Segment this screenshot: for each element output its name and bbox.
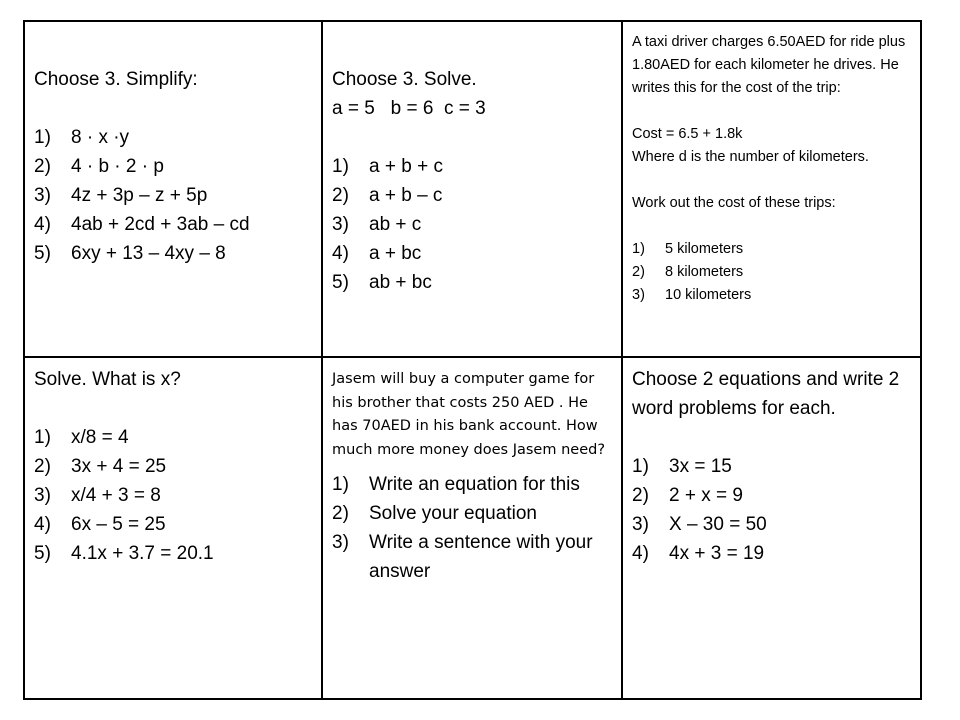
list-item: 3) Write a sentence with your answer xyxy=(332,532,593,582)
taxi-list xyxy=(632,238,910,307)
jasem-cell xyxy=(322,357,622,699)
solve-x-cell xyxy=(24,357,322,699)
list-item: 1) a + b + c xyxy=(332,156,443,177)
list-item: 2) 3x + 4 = 25 xyxy=(34,456,167,477)
list-item: 2) 2 + x = 9 xyxy=(632,485,743,506)
simplify-list xyxy=(34,123,315,268)
taxi-formula: Cost = 6.5 + 1.8k xyxy=(632,126,743,142)
list-item: 1) 5 kilometers xyxy=(632,241,744,257)
list-item: 3) ab + c xyxy=(332,214,422,235)
jasem-task-list xyxy=(332,470,609,586)
solve-list xyxy=(332,152,615,297)
taxi-where: Where d is the number of kilometers. xyxy=(632,149,869,165)
simplify-heading: Choose 3. Simplify: xyxy=(34,69,198,90)
word-problems-list xyxy=(632,452,906,568)
solve-x-heading: Solve. What is x? xyxy=(34,369,181,390)
list-item: 3) x/4 + 3 = 8 xyxy=(34,485,161,506)
list-item: 5) 4.1x + 3.7 = 20.1 xyxy=(34,543,214,564)
list-item: 1) 8 · x ·y xyxy=(34,127,130,148)
taxi-intro: A taxi driver charges 6.50AED for ride plus 1.80AED for each kilometer he drives. He writes this for the cost of the trip: xyxy=(632,34,906,96)
list-item: 1) Write an equation for this xyxy=(332,474,580,495)
solve-substitution-cell xyxy=(322,21,622,357)
variable-values: a = 5 b = 6 c = 3 xyxy=(332,98,486,119)
word-problems-heading: Choose 2 equations and write 2 word problems for each. xyxy=(632,369,900,419)
taxi-cell xyxy=(622,21,921,357)
worksheet-grid xyxy=(23,20,922,700)
solve-heading: Choose 3. Solve. xyxy=(332,69,477,90)
list-item: 2) 8 kilometers xyxy=(632,264,744,280)
list-item: 4) 6x – 5 = 25 xyxy=(34,514,166,535)
solve-x-list xyxy=(34,423,315,568)
list-item: 1) 3x = 15 xyxy=(632,456,732,477)
jasem-story: Jasem will buy a computer game for his brother that costs 250 AED . He has 70AED in his bank account. How much more money does Jasem need? xyxy=(332,371,606,458)
list-item: 5) ab + bc xyxy=(332,272,432,293)
word-problems-cell xyxy=(622,357,921,699)
list-item: 4) 4ab + 2cd + 3ab – cd xyxy=(34,214,250,235)
list-item: 5) 6xy + 13 – 4xy – 8 xyxy=(34,243,226,264)
simplify-cell xyxy=(24,21,322,357)
list-item: 1) x/8 = 4 xyxy=(34,427,129,448)
list-item: 3) X – 30 = 50 xyxy=(632,514,767,535)
list-item: 3) 4z + 3p – z + 5p xyxy=(34,185,208,206)
list-item: 2) a + b – c xyxy=(332,185,443,206)
list-item: 3) 10 kilometers xyxy=(632,287,752,303)
list-item: 4) a + bc xyxy=(332,243,422,264)
taxi-prompt: Work out the cost of these trips: xyxy=(632,195,836,211)
list-item: 2) 4 · b · 2 · p xyxy=(34,156,164,177)
list-item: 4) 4x + 3 = 19 xyxy=(632,543,765,564)
list-item: 2) Solve your equation xyxy=(332,503,537,524)
